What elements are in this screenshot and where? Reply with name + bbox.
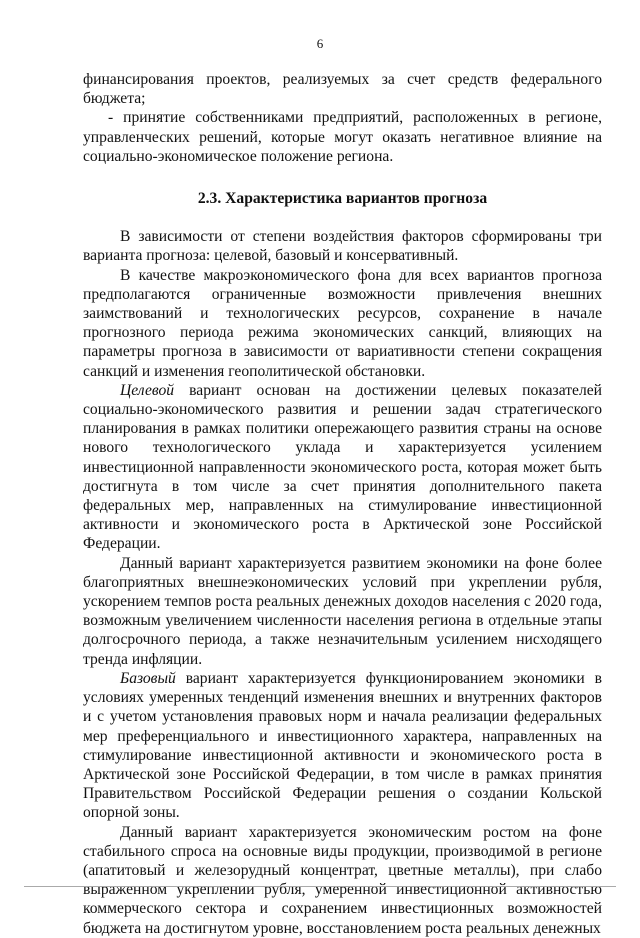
page-edge-divider <box>24 886 616 887</box>
paragraph: Данный вариант характеризуется развитием экономики на фоне более благоприятных внешнеэкономических условий при укреплении рубля, ускорением темпов роста реальных денежных доходов населения с 2020 года, возможным увеличением численности населения региона в отдельные этапы долгосрочного периода, а также незначительным усилением нисходящего тренда инфляции. <box>83 554 602 668</box>
paragraph: финансирования проектов, реализуемых за счет средств федерального бюджета; <box>83 71 602 108</box>
term-target: Целевой <box>120 381 175 399</box>
document-body <box>83 70 602 938</box>
paragraph: В зависимости от степени воздействия факторов сформированы три варианта прогноза: целевой, базовый и консервативный. <box>83 228 602 265</box>
list-item: - принятие собственниками предприятий, расположенных в регионе, управленческих решений, которые могут оказать негативное влияние на социально-экономическое положение региона. <box>83 109 602 165</box>
paragraph-text: вариант характеризуется функционированием экономики в условиях умеренных тенденций изменения внешних и внутренних факторов и с учетом установления правовых норм и начала реализации федеральных мер преференциального и инвестиционного характера, направленных на стимулирование инвестиционной активности и экономического роста в Арктической зоне Российской Федерации, в том числе в рамках принятия Правительством Российской Федерации решения о создании Кольской опорной зоны. <box>83 669 602 822</box>
section-title: 2.3. Характеристика вариантов прогноза <box>197 190 488 208</box>
paragraph: В качестве макроэкономического фона для всех вариантов прогноза предполагаются ограниченные возможности привлечения внешних заимствований и технологических ресурсов, сохранение в начале прогнозного периода режима экономических санкций, влияющих на параметры прогноза в зависимости от вариативности степени сокращения санкций и изменения геополитической обстановки. <box>83 266 602 380</box>
term-base: Базовый <box>120 669 176 687</box>
paragraph <box>83 669 602 823</box>
paragraph-text: вариант основан на достижении целевых показателей социально-экономического развития и решении задач стратегического планирования в рамках политики опережающего развития страны на основе нового технологического уклада и характеризуется усилением инвестиционной направленности экономического роста, которая может быть достигнута в том числе за счет принятия дополнительного пакета федеральных мер, направленных на стимулирование инвестиционной активности и экономического роста в Арктической зоне Российской Федерации. <box>83 381 602 553</box>
paragraph <box>83 381 602 554</box>
paragraph: Данный вариант характеризуется экономическим ростом на фоне стабильного спроса на основные виды продукции, производимой в регионе (апатитовый и железорудный концентрат, цветные металлы), при слабо выраженном укреплении рубля, умеренной инвестиционной активностью коммерческого сектора и сохранением инвестиционных возможностей бюджета на достигнутом уровне, восстановлением роста реальных денежных <box>83 823 602 937</box>
page-number: 6 <box>316 36 324 51</box>
